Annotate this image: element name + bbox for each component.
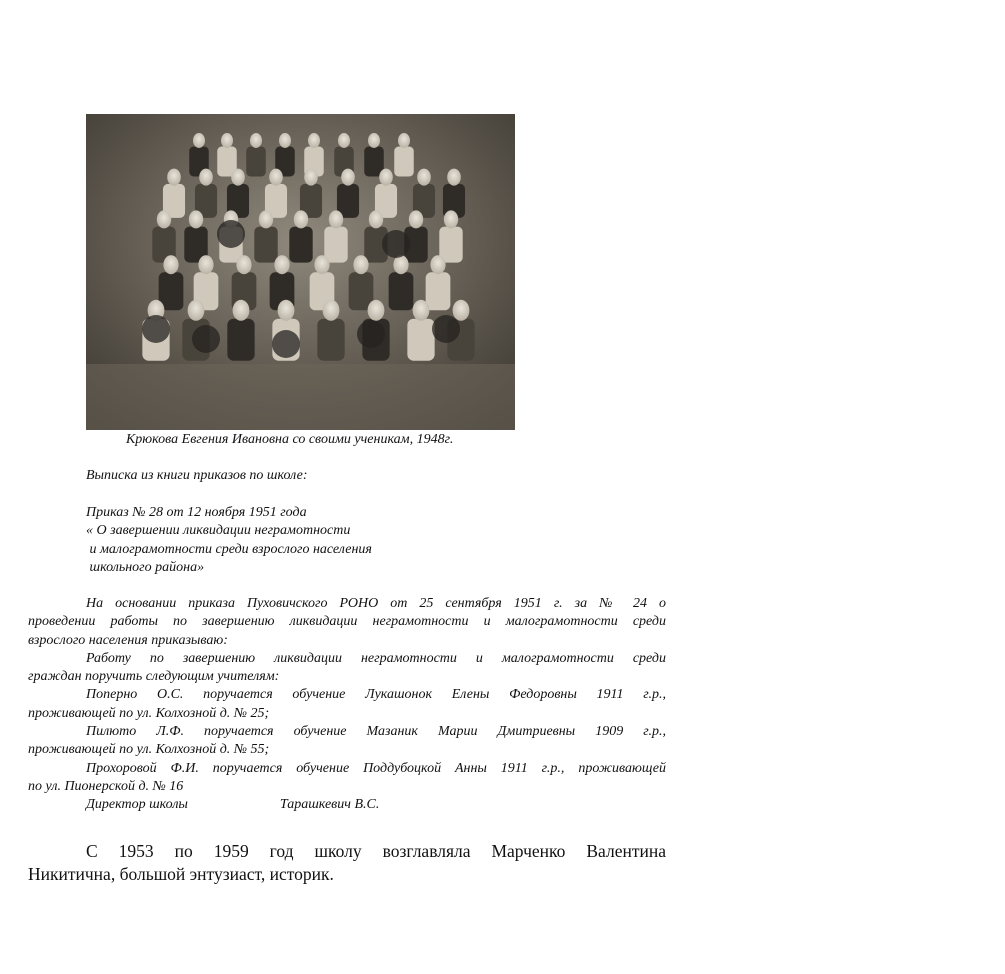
child-figure-head [453,300,470,321]
order-line-4: школьного района» [86,559,205,575]
child-figure-head [314,255,329,274]
child-figure-head [236,255,251,274]
child-figure-body [426,272,451,310]
body-p4-l1: Пилюто Л.Ф. поручается обучение Мазаник Марии Дмитриевны 1909 г.р., [86,724,666,740]
child-figure-body [439,227,462,263]
order-line-3: и малограмотности среди взрослого населения [86,541,372,557]
excerpt-title: Выписка из книги приказов по школе: [86,468,308,483]
body-p3-l2: проживающей по ул. Колхозной д. № 25; [28,705,270,721]
child-figure-head [368,133,380,148]
child-figure-head [279,133,291,148]
order-body [28,595,666,815]
child-figure-head [294,210,308,228]
child-figure-head [163,255,178,274]
closing-paragraph [28,840,666,886]
body-p3-l1: Поперно О.С. поручается обучение Лукашонок Елены Федоровны 1911 г.р., [86,687,666,703]
child-figure-head [304,169,318,186]
child-figure-head [278,300,295,321]
body-p1-l3: взрослого населения приказываю: [28,632,228,648]
child-figure-head [157,210,171,228]
child-figure-head [308,133,320,148]
child-figure-head [338,133,350,148]
child-figure-head [188,300,205,321]
class-photo [86,114,515,430]
child-figure-body [246,147,266,177]
flower-bouquet [382,230,410,258]
child-figure-body [317,319,344,361]
child-figure-body [324,227,347,263]
child-figure-head [259,210,273,228]
signature-role: Директор школы [86,797,188,813]
signature-name: Тарашкевич В.С. [279,797,380,813]
child-figure-head [417,169,431,186]
body-p5-l1: Прохоровой Ф.И. поручается обучение Поддубоцкой Анны 1911 г.р., проживающей [86,760,666,776]
child-figure-head [447,169,461,186]
order-line-1: Приказ № 28 от 12 ноября 1951 года [86,505,307,520]
flower-bouquet [142,315,170,343]
child-figure-head [250,133,262,148]
child-figure-head [274,255,289,274]
child-figure-head [430,255,445,274]
child-figure-head [341,169,355,186]
child-figure-body [289,227,312,263]
child-figure-head [353,255,368,274]
flower-bouquet [217,220,245,248]
child-figure-head [413,300,430,321]
photo-caption: Крюкова Евгения Ивановна со своими ученикам, 1948г. [126,432,454,447]
signature-line [28,796,666,814]
child-figure-head [398,133,410,148]
body-p1-l2: проведении работы по завершению ликвидации неграмотности и малограмотности среди [28,614,666,630]
body-p5-l2: по ул. Пионерской д. № 16 [28,778,184,794]
child-figure-body [254,227,277,263]
child-figure-head [167,169,181,186]
flower-bouquet [272,330,300,358]
body-p1-l1: На основании приказа Пуховичского РОНО от 25 сентября 1951 г. за № 24 о [86,596,666,611]
body-p2-l2: граждан поручить следующим учителям: [28,669,280,685]
child-figure-head [368,300,385,321]
child-figure-head [409,210,423,228]
child-figure-head [393,255,408,274]
child-figure-head [379,169,393,186]
closing-line-1: С 1953 по 1959 год школу возглавляла Марченко Валентина [86,841,666,861]
flower-bouquet [432,315,460,343]
child-figure-head [444,210,458,228]
child-figure-head [269,169,283,186]
child-figure-head [233,300,250,321]
order-header [28,504,666,577]
body-p4-l2: проживающей по ул. Колхозной д. № 55; [28,742,270,758]
child-figure-body [389,272,414,310]
order-line-2: « О завершении ликвидации неграмотности [86,523,351,539]
body-p2-l1: Работу по завершению ликвидации неграмотности и малограмотности среди [86,650,666,666]
flower-bouquet [357,320,385,348]
child-figure-head [221,133,233,148]
child-figure-head [329,210,343,228]
excerpt-block [28,467,666,485]
child-figure-head [369,210,383,228]
child-figure-body [407,319,434,361]
child-figure-head [189,210,203,228]
flower-bouquet [192,325,220,353]
child-figure-head [323,300,340,321]
child-figure-head [198,255,213,274]
class-photo-image [86,114,515,430]
child-figure-head [193,133,205,148]
closing-line-2: Никитична, большой энтузиаст, историк. [28,864,334,884]
child-figure-head [231,169,245,186]
child-figure-body [227,319,254,361]
child-figure-head [199,169,213,186]
child-figure-body [394,147,414,177]
